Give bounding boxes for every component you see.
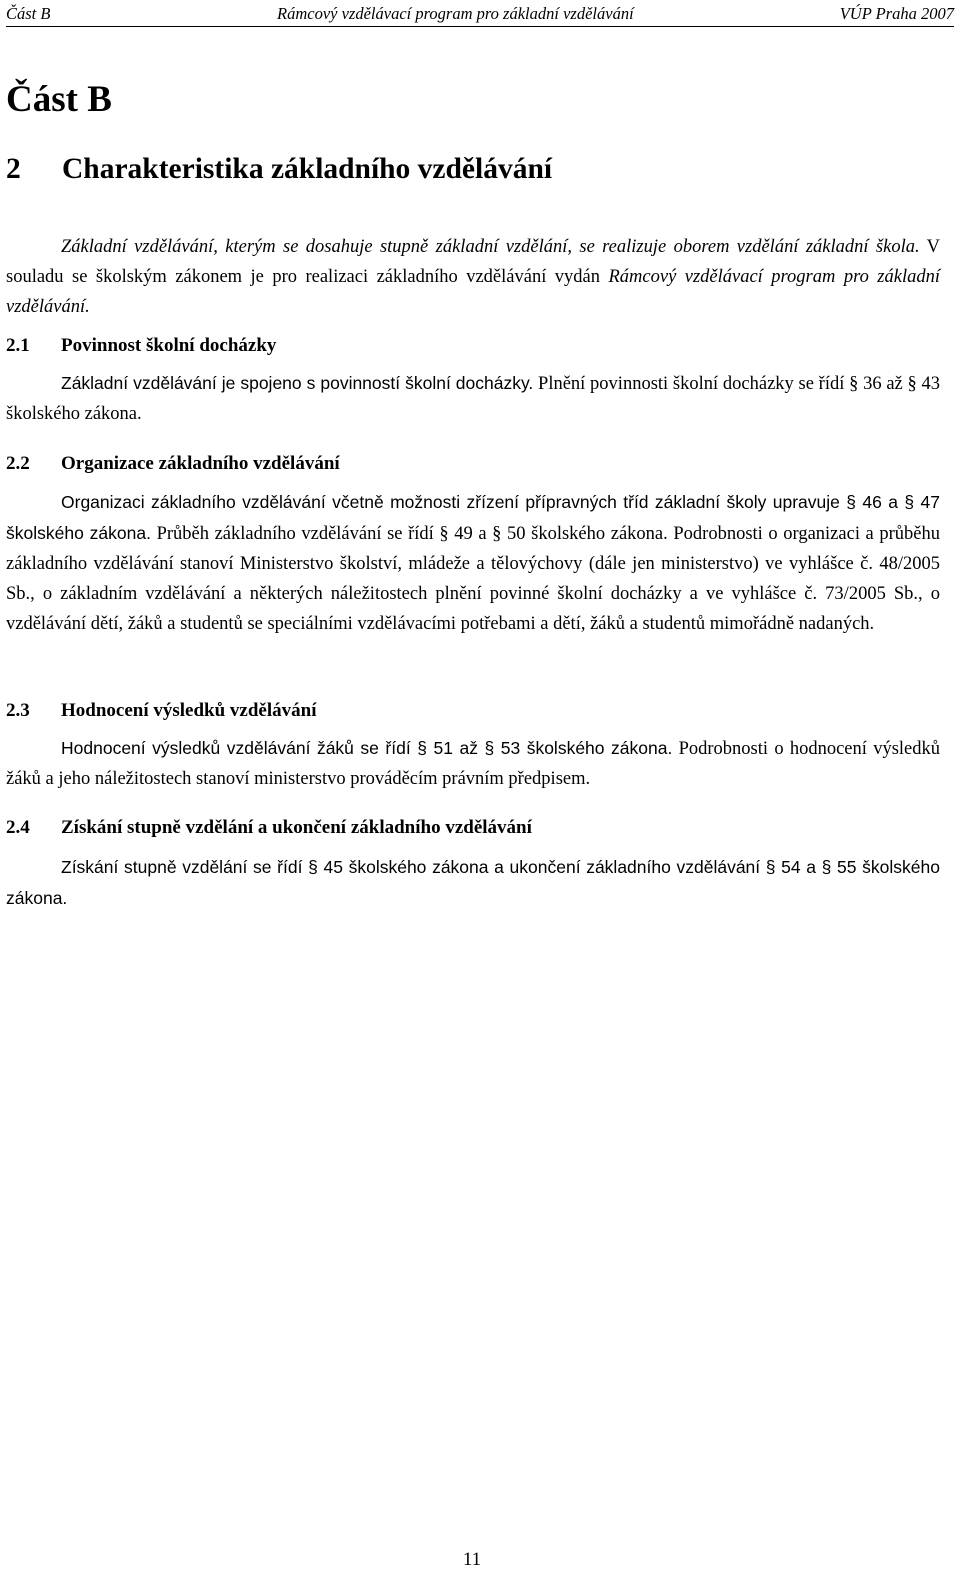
chapter-heading	[6, 151, 552, 187]
section-2-3-title: Hodnocení výsledků vzdělávání	[61, 700, 317, 721]
header-right: VÚP Praha 2007	[839, 4, 954, 23]
intro-text-a: Základní vzdělávání, kterým se dosahuje stupně základní vzdělání, se realizuje	[61, 237, 674, 257]
section-2-1-title: Povinnost školní docházky	[61, 335, 277, 356]
section-2-2-number: 2.2	[6, 453, 30, 474]
intro-text-b: oborem vzdělání základní škola.	[673, 237, 920, 257]
section-2-1-number: 2.1	[6, 335, 30, 356]
section-2-3-paragraph	[6, 733, 940, 794]
section-2-2-paragraph	[6, 487, 940, 639]
section-2-4-heading	[6, 816, 532, 840]
header-left: Část B	[6, 4, 51, 23]
section-2-4-paragraph	[6, 852, 940, 914]
part-title: Část B	[6, 79, 112, 120]
section-2-2-text-b: Průběh základního vzdělávání se řídí § 49 a § 50 školského zákona. Podrobnosti o organizaci a průběhu základního vzdělávání stanoví Ministerstvo školství, mládeže a tělovýchovy (dále jen ministerstvo) ve vyhlášce č. 48/2005 Sb., o základním vzdělávání a některých náležitostech plnění povinné školní docházky a ve vyhlášce č. 73/2005 Sb., o vzdělávání dětí, žáků a studentů se speciálními vzdělávacími potřebami a dětí, žáků a studentů mimořádně nadaných.	[6, 524, 941, 634]
section-2-2-title: Organizace základního vzdělávání	[61, 453, 340, 474]
section-2-1-heading	[6, 334, 276, 358]
section-2-1-text-a: Základní vzdělávání je spojeno s povinností školní docházky.	[61, 373, 534, 393]
section-2-3-text-a: Hodnocení výsledků vzdělávání žáků se řídí § 51 až § 53 školského zákona.	[61, 738, 673, 758]
section-2-1-text-b: Plnění povinnosti školní docházky se řídí § 36 až § 43 školského zákona.	[6, 374, 940, 424]
intro-paragraph	[6, 232, 940, 322]
intro-text-d: Rámcový vzdělávací program pro základní vzdělávání.	[6, 267, 940, 317]
section-2-4-title: Získání stupně vzdělání a ukončení základního vzdělávání	[61, 817, 532, 838]
page-number: 11	[462, 1549, 482, 1570]
section-2-1-paragraph	[6, 368, 940, 429]
header-center: Rámcový vzdělávací program pro základní vzdělávání	[277, 4, 634, 23]
section-2-4-text-a: Získání stupně vzdělání se řídí § 45 školského zákona a ukončení základního vzdělávání § 54 a § 55 školského zákona.	[6, 857, 940, 908]
section-2-3-heading	[6, 699, 317, 723]
section-2-2-heading	[6, 452, 340, 476]
intro-text-c: V souladu se školským zákonem je pro realizaci základního vzdělávání vydán	[6, 237, 940, 287]
section-2-3-number: 2.3	[6, 700, 30, 721]
section-2-2-text-a: Organizaci základního vzdělávání včetně možnosti zřízení přípravných tříd základní školy upravuje § 46 a § 47 školského zákona.	[6, 492, 940, 543]
header-rule	[6, 26, 954, 27]
chapter-number: 2	[6, 153, 21, 185]
chapter-title: Charakteristika základního vzdělávání	[62, 153, 553, 185]
section-2-3-text-b: Podrobnosti o hodnocení výsledků žáků a jeho náležitostech stanoví ministerstvo prováděcím právním předpisem.	[6, 739, 940, 789]
section-2-4-number: 2.4	[6, 817, 30, 838]
